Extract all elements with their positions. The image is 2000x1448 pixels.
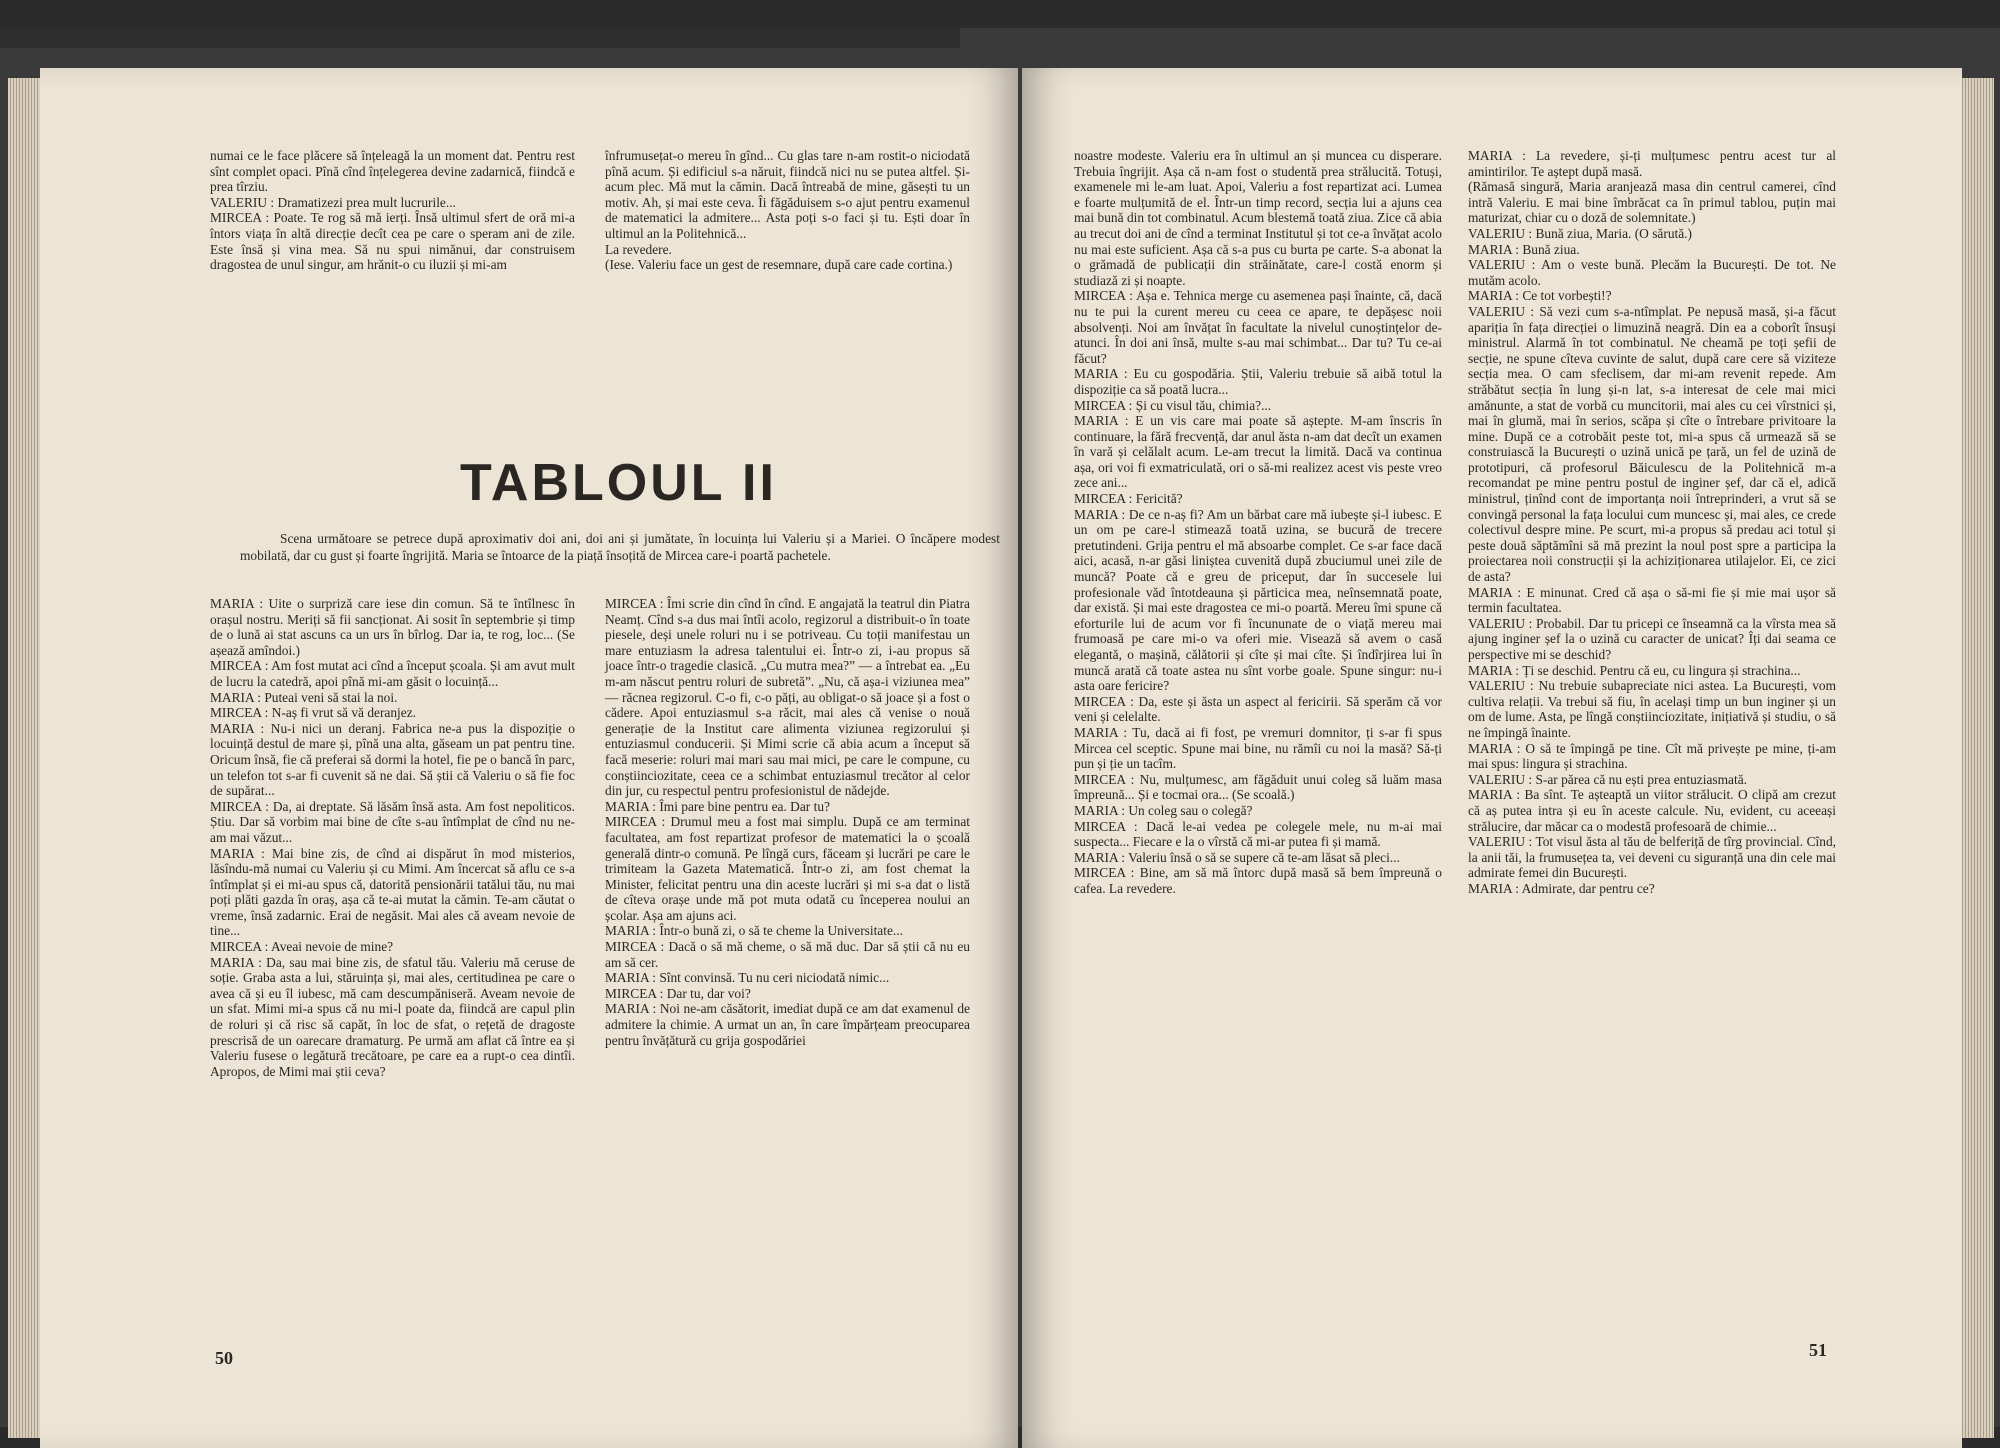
text-paragraph: MARIA : E un vis care mai poate să aștepte. M-am înscris în continuare, la fără frecvență, dar anul ăsta n-am dat decît un examen în vară și celălalt acum. Le-am trecut la limită. Dacă va continua așa, ori voi fi exmatriculată, ori o să-mi realizez acest vis peste vreo zece ani... <box>1074 413 1442 491</box>
scene-intro: Scena următoare se petrece după aproximativ doi ani, doi ani și jumătate, în locuința lui Valeriu și a Mariei. O încăpere modest mobilată, dar cu gust și foarte îngrijită. Maria se întoarce de la piață însoțită de Mircea care-i poartă pachetele. <box>240 531 1000 563</box>
text-paragraph: MARIA : Ce tot vorbești!? <box>1468 288 1612 304</box>
text-paragraph: VALERIU : Tot visul ăsta al tău de belferiță de tîrg provincial. Cînd, la anii tăi, la frumusețea ta, vei deveni cu siguranță una din cele mai admirate femei din București. <box>1468 834 1836 881</box>
text-paragraph: MARIA : Valeriu însă o să se supere că te-am lăsat să pleci... <box>1074 849 1400 865</box>
page-edges-left <box>8 78 42 1438</box>
text-paragraph: MIRCEA : Poate. Te rog să mă ierți. Însă ultimul sfert de oră mi-a întors viața în altă direcție decît cea pe care o speram ani de zile. Este însă și vina mea. Să nu spui nimănui, dar construisem dragostea de unul singur, am hrănit-o cu iluzii și mi-am <box>210 210 575 273</box>
text-paragraph: VALERIU : Am o veste bună. Plecăm la București. De tot. Ne mutăm acolo. <box>1468 257 1836 288</box>
text-paragraph: MIRCEA : Așa e. Tehnica merge cu asemenea pași înainte, că, dacă nu te pui la curent mereu cu ceea ce apare, te depășesc noii absolvenți. Noi am învățat în facultate la nivelul cunoștințelor de-atunci. În doi ani însă, multe s-au mai schimbat... Dar tu? Tu ce-ai făcut? <box>1074 288 1442 366</box>
text-paragraph: VALERIU : Probabil. Dar tu pricepi ce înseamnă ca la vîrsta mea să ajung inginer șef la o uzină cu caracter de unicat? Îți dai seama ce perspective mi se deschid? <box>1468 615 1836 662</box>
left-top-column-2 <box>605 148 970 273</box>
text-paragraph: MARIA : Eu cu gospodăria. Știi, Valeriu trebuie să aibă totul la dispoziție ca să poată lucra... <box>1074 366 1442 397</box>
text-paragraph: MARIA : O să te împingă pe tine. Cît mă privește pe mine, ți-am mai spus: lingura și strachina. <box>1468 740 1836 772</box>
book-cover-edge <box>0 28 960 48</box>
text-paragraph: VALERIU : Bună ziua, Maria. (O sărută.) <box>1468 225 1692 241</box>
text-paragraph: MARIA : Mai bine zis, de cînd ai dispărut în mod misterios, lăsîndu-mă numai cu Valeriu și cu Mimi. Am încercat să aflu ce s-a întîmplat și ei mi-au spus că, datorită pensionării tatălui tău, nu mai poți plăti gazda în oraș, așa că te-ai mutat la cămin. Te-am căutat o vreme, însă zadarnic. Erai de negăsit. Mai ales că aveam nevoie de tine... <box>210 845 575 939</box>
text-paragraph: MIRCEA : Nu, mulțumesc, am făgăduit unui coleg să luăm masa împreună... Și e tocmai ora... (Se scoală.) <box>1074 771 1442 803</box>
text-paragraph: VALERIU : Nu trebuie subapreciate nici astea. La București, vom cultiva relații. Va trebui să fiu, în același timp un bun inginer și un om de lume. Asta, pe lîngă conștiinciozitate, inițiativă și studiu, o să ne împingă înainte. <box>1468 678 1836 740</box>
text-paragraph: VALERIU : S-ar părea că nu ești prea entuziasmată. <box>1468 771 1747 787</box>
text-paragraph: MARIA : Tu, dacă ai fi fost, pe vremuri domnitor, ți s-ar fi spus Mircea cel sceptic. Spune mai bine, nu rămîi cu noi la masă? Să-ți pun și ție un tacîm. <box>1074 724 1442 772</box>
text-paragraph: MARIA : Ți se deschid. Pentru că eu, cu lingura și strachina... <box>1468 662 1801 678</box>
text-paragraph: MIRCEA : Da, este și ăsta un aspect al fericirii. Să sperăm că vor veni și celelalte. <box>1074 693 1442 725</box>
text-paragraph: MIRCEA : Da, ai dreptate. Să lăsăm însă asta. Am fost nepoliticos. Știu. Dar să vorbim mai bine de cîte s-au întîmplat de cînd nu ne-am mai văzut... <box>210 798 575 845</box>
text-paragraph: MIRCEA : Am fost mutat aci cînd a început școala. Și am avut mult de lucru la catedră, apoi pînă mi-am găsit o locuință... <box>210 658 575 689</box>
text-paragraph: MIRCEA : Și cu visul tău, chimia?... <box>1074 397 1272 413</box>
text-paragraph: MIRCEA : Dar tu, dar voi? <box>605 985 751 1001</box>
text-paragraph: MIRCEA : Aveai nevoie de mine? <box>210 939 394 955</box>
right-column-1 <box>1074 148 1442 897</box>
scene-title: TABLOUL II <box>460 454 777 512</box>
text-paragraph: MARIA : Sînt convinsă. Tu nu ceri niciodată nimic... <box>605 970 890 986</box>
text-paragraph: MARIA : Un coleg sau o colegă? <box>1074 802 1253 818</box>
text-paragraph: MIRCEA : Fericită? <box>1074 491 1183 507</box>
text-paragraph: MARIA : Bună ziua. <box>1468 241 1580 257</box>
text-paragraph: MARIA : E minunat. Cred că așa o să-mi fie și mie mai ușor să termin facultatea. <box>1468 584 1836 616</box>
text-paragraph: MIRCEA : Bine, am să mă întorc după masă să bem împreună o cafea. La revedere. <box>1074 865 1442 896</box>
text-paragraph: MIRCEA : Drumul meu a fost mai simplu. După ce am terminat facultatea, am fost repartizat profesor de matematici la o școală generală dintr-o comună. Pe lîngă curs, făceam și lucrări pe care le trimiteam la Gazeta Matematică. Într-o zi, am fost chemat la Minister, felicitat pentru una din aceste lucrări și mi s-a dat o listă de cîteva orașe unde mă pot muta odată cu începerea noului an școlar. Așa am ajuns aci. <box>605 814 970 923</box>
text-paragraph: numai ce le face plăcere să înțeleagă la un moment dat. Pentru rest sînt complet opaci. Pînă cînd înțelegerea devine zadarnică, fiindcă e prea tîrziu. <box>210 148 575 195</box>
text-paragraph: MIRCEA : Îmi scrie din cînd în cînd. E angajată la teatrul din Piatra Neamț. Cînd s-a dus mai întîi acolo, regizorul a distribuit-o în toate piesele, deși unele roluri nu i se potriveau. Cu toții manifestau un mare entuziasm la adresa talentului ei. Într-o zi, i-au propus să joace într-o tragedie clasică. „Cu mutra mea?” — a întrebat ea. „Eu m-am născut pentru roluri de subretă”. „Nu, că așa-i viziunea mea” — răcnea regizorul. C-o fi, c-o păți, au obligat-o să joace și a fost o cădere. Apoi entuziasmul s-a răcit, mai ales că venise o nouă generație de la Institut care alimenta viziunea regizorului și entuziasmul conducerii. Și Mimi scrie că abia acum a început să facă meserie: roluri mai mari sau mai mici, pe care le compune, cu conștiinciozitate, ceea ce a schimbat entuziasmul trecător al celor din jur, cu respectul pentru profesionistul de nădejde. <box>605 596 970 799</box>
page-number-right: 51 <box>1809 1340 1827 1360</box>
left-page <box>40 68 1018 1448</box>
text-paragraph: (Rămasă singură, Maria aranjează masa din centrul camerei, cînd intră Valeriu. E mai bine îmbrăcat ca în primul tablou, puțin mai maturizat, chiar cu o doză de solemnitate.) <box>1468 179 1836 226</box>
text-paragraph: MARIA : Uite o surpriză care iese din comun. Să te întîlnesc în orașul nostru. Meriți să fii sancționat. Ai sosit în septembrie și timp de o lună ai stat ascuns ca un urs în bîrlog. Dar ia, te rog, loc... (Se așează amîndoi.) <box>210 596 575 658</box>
text-paragraph: noastre modeste. Valeriu era în ultimul an și muncea cu disperare. Trebuia îngrijit. Așa că n-am fost o studentă prea strălucită. Totuși, examenele mi le-am luat. Apoi, Valeriu a fost repartizat aci. Lumea e foarte mulțumită de el. Într-un timp record, secția lui a ajuns cea mai bună din tot combinatul. Acum blestemă toată ziua. Zice că abia au trecut doi ani de cînd a terminat Institutul și tot ce-a învățat acolo nu mai este suficient. Așa că s-a pus cu burta pe carte. S-a abonat la o grămadă de publicații din străinătate, care-l costă enorm și studiază zi și noapte. <box>1074 148 1442 288</box>
page-edges-right <box>1960 78 1994 1438</box>
text-paragraph: (Iese. Valeriu face un gest de resemnare, după care cade cortina.) <box>605 257 953 273</box>
open-book <box>0 28 2000 1427</box>
text-paragraph: MARIA : Într-o bună zi, o să te cheme la Universitate... <box>605 923 903 939</box>
text-paragraph: înfrumusețat-o mereu în gînd... Cu glas tare n-am rostit-o niciodată pînă acum. Și edificiul s-a năruit, fiindcă nici nu se putea altfel. Și-acum plec. Mă mut la cămin. Dacă întreabă de mine, găsești tu un motiv. Ah, și mai este ceva. Îi făgăduisem s-o ajut pentru examenul de matematici la admitere... Asta poți s-o faci și tu. Ești doar în ultimul an la Politehnică... <box>605 148 970 241</box>
text-paragraph: MARIA : Îmi pare bine pentru ea. Dar tu? <box>605 798 830 814</box>
text-paragraph: MARIA : La revedere, și-ți mulțumesc pentru acest tur al amintirilor. Te aștept după masă. <box>1468 148 1836 179</box>
text-paragraph: MIRCEA : N-aș fi vrut să vă deranjez. <box>210 705 417 721</box>
text-paragraph: MARIA : De ce n-aș fi? Am un bărbat care mă iubește și-l iubesc. E un om pe care-l stimează toată uzina, se bucură de trecere pretutindeni. Grija pentru el mă absoarbe complet. Ce s-ar face dacă aici, acasă, n-ar găsi liniștea cuvenită după zbuciumul unei zile de muncă? Poate că e greu de priceput, dar în succesele lui profesionale văd întotdeauna și părticica mea, neînsemnată poate, dar există. Și mai este dragostea ce mi-o poartă. Mereu îmi spune că eforturile lui de acum vor fi încununate de o viață mereu mai frumoasă pe care mi-o va oferi mie. Visează să avem o casă elegantă, o mașină, călătorii și cîte și mai cîte. Și îndîrjirea lui în muncă arată că toate astea nu sînt vorbe goale. Spune singur: nu-i asta oare fericire? <box>1074 506 1442 694</box>
text-paragraph: MIRCEA : Dacă o să mă cheme, o să mă duc. Dar să știi că nu eu am să cer. <box>605 939 970 970</box>
text-paragraph: MARIA : Ba sînt. Te așteaptă un viitor strălucit. O clipă am crezut că aș putea intra și eu în aceste calcule. Nu, evident, cu aceeași strălucire, dar măcar ca o modestă profesoară de chimie... <box>1468 787 1836 834</box>
left-bottom-column-2 <box>605 596 970 1048</box>
right-column-2 <box>1468 148 1836 897</box>
text-paragraph: La revedere. <box>605 241 672 257</box>
left-bottom-column-1 <box>210 596 575 1079</box>
text-paragraph: VALERIU : Dramatizezi prea mult lucrurile... <box>210 194 456 210</box>
text-paragraph: MARIA : Da, sau mai bine zis, de sfatul tău. Valeriu mă ceruse de soție. Graba asta a lui, stăruința și, mai ales, certitudinea pe care o avea că și eu îl iubesc, mă cam descumpăniseră. Aveam nevoie de un sfat. Mimi mi-a spus că nu mi-l poate da, fiindcă are capul plin de roluri și că risc să capăt, în loc de sfat, o rețetă de dragoste prescrisă de un oarecare dramaturg. Pe urmă am aflat că între ea și Valeriu fusese o legătură trecătoare, pe care ea a rupt-o cea dintîi. Apropos, de Mimi mai știi ceva? <box>210 954 575 1079</box>
text-paragraph: MIRCEA : Dacă le-ai vedea pe colegele mele, nu m-ai mai suspecta... Fiecare e la o vîrstă că mi-ar putea fi și mamă. <box>1074 818 1442 850</box>
text-paragraph: VALERIU : Să vezi cum s-a-ntîmplat. Pe nepusă masă, și-a făcut apariția în fața direcției o limuzină neagră. Din ea a coborît însuși ministrul. Alarmă în tot combinatul. Ne cheamă pe toți șefii de secție, ne spune cîteva cuvinte de salut, după care cere să viziteze secția mea. O cam sfeclisem, dar mi-am revenit repede. Am străbătut secția în lung și-n lat, s-a interesat de cele mai mici amănunte, a stat de vorbă cu muncitorii, mai ales cu cei vîrstnici și, mai în glumă, mai în serios, scăpa și cîte o întrebare privitoare la mine. După ce a cotrobăit peste tot, mi-a spus că urmează să se construiască la București o uzină unică pe țară, un fel de uzină de prototipuri, că profesorul Băiculescu de la Politehnică m-a recomandat pe mine pentru postul de inginer șef, dar că el, adică ministrul, ținînd cont de importanța noii întreprinderi, a vrut să se convingă personal la fața locului cum muncesc și, mai ales, ce crede colectivul despre mine. Pe scurt, mi-a propus să predau aci totul și peste două săptămîni să mă prezint la noul post spre a participa la proiectarea noii construcții și la achiziționarea utilajelor. Ei, ce zici de asta? <box>1468 303 1836 585</box>
text-paragraph: MARIA : Admirate, dar pentru ce? <box>1468 880 1655 896</box>
page-number-left: 50 <box>215 1348 233 1368</box>
right-page <box>1022 68 1962 1448</box>
text-paragraph: MARIA : Puteai veni să stai la noi. <box>210 689 398 705</box>
text-paragraph: MARIA : Noi ne-am căsătorit, imediat după ce am dat examenul de admitere la chimie. A urmat un an, în care împărțeam preocuparea pentru învățătură cu grija gospodăriei <box>605 1001 970 1048</box>
text-paragraph: MARIA : Nu-i nici un deranj. Fabrica ne-a pus la dispoziție o locuință destul de mare și, pînă una alta, găseam un pat pentru tine. Oricum însă, fie că preferai să dormi la hotel, fie pe o bancă în parc, un telefon tot s-ar fi cuvenit să ne dai. Să știi că Valeriu o să fie foc de supărat... <box>210 720 575 799</box>
left-top-column-1 <box>210 148 575 273</box>
